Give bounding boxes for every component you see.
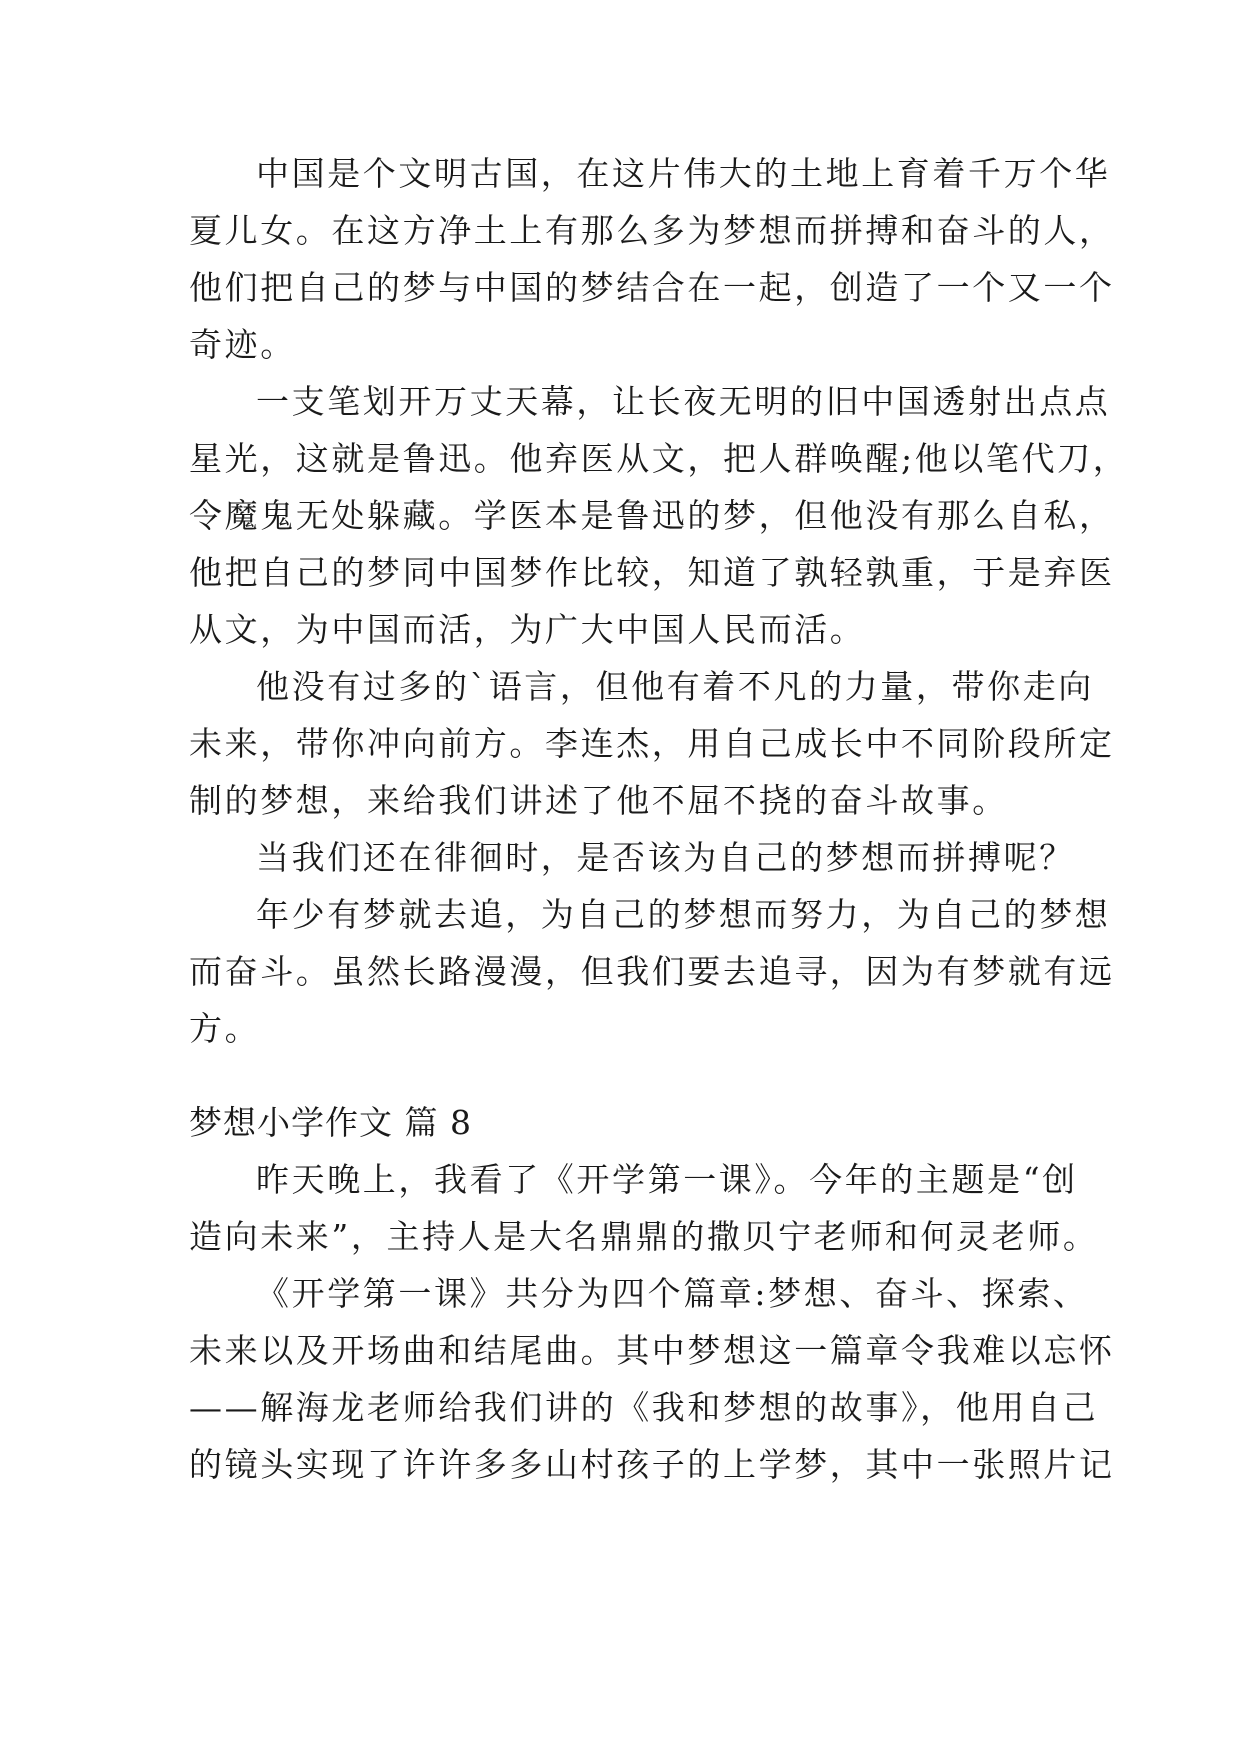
paragraph-line: 的镜头实现了许许多多山村孩子的上学梦，其中一张照片记 [189,1445,1115,1484]
paragraph-line: 奇迹。 [189,325,296,364]
paragraph-line: 他们把自己的梦与中国的梦结合在一起，创造了一个又一个 [189,268,1115,307]
paragraph-line: 《开学第一课》共分为四个篇章:梦想、奋斗、探索、 [256,1274,1089,1313]
paragraph-line: 中国是个文明古国，在这片伟大的土地上育着千万个华 [256,154,1111,193]
paragraph-line: 他把自己的梦同中国梦作比较，知道了孰轻孰重，于是弃医 [189,553,1115,592]
paragraph-line: 一支笔划开万丈天幕，让长夜无明的旧中国透射出点点 [256,382,1111,421]
section-heading: 梦想小学作文 篇 8 [189,1103,472,1142]
paragraph-line: 方。 [189,1009,261,1048]
paragraph-line: 他没有过多的`语言，但他有着不凡的力量，带你走向 [256,667,1094,706]
paragraph-line: 造向未来”，主持人是大名鼎鼎的撒贝宁老师和何灵老师。 [189,1217,1099,1256]
paragraph-line: 星光，这就是鲁迅。他弃医从文，把人群唤醒;他以笔代刀， [189,439,1129,478]
paragraph-line: 未来以及开场曲和结尾曲。其中梦想这一篇章令我难以忘怀 [189,1331,1115,1370]
paragraph-line: 未来，带你冲向前方。李连杰，用自己成长中不同阶段所定 [189,724,1115,763]
paragraph-line: 制的梦想，来给我们讲述了他不屈不挠的奋斗故事。 [189,781,1008,820]
paragraph-line: 而奋斗。虽然长路漫漫，但我们要去追寻，因为有梦就有远 [189,952,1115,991]
paragraph-line: 夏儿女。在这方净土上有那么多为梦想而拼搏和奋斗的人， [189,211,1115,250]
paragraph-line: 当我们还在徘徊时，是否该为自己的梦想而拼搏呢？ [256,838,1075,877]
paragraph-line: 令魔鬼无处躲藏。学医本是鲁迅的梦，但他没有那么自私， [189,496,1115,535]
paragraph-line: 昨天晚上，我看了《开学第一课》。今年的主题是“创 [256,1160,1078,1199]
paragraph-line: 从文，为中国而活，为广大中国人民而活。 [189,610,866,649]
paragraph-line: ——解海龙老师给我们讲的《我和梦想的故事》，他用自己 [189,1388,1099,1427]
paragraph-line: 年少有梦就去追，为自己的梦想而努力，为自己的梦想 [256,895,1111,934]
